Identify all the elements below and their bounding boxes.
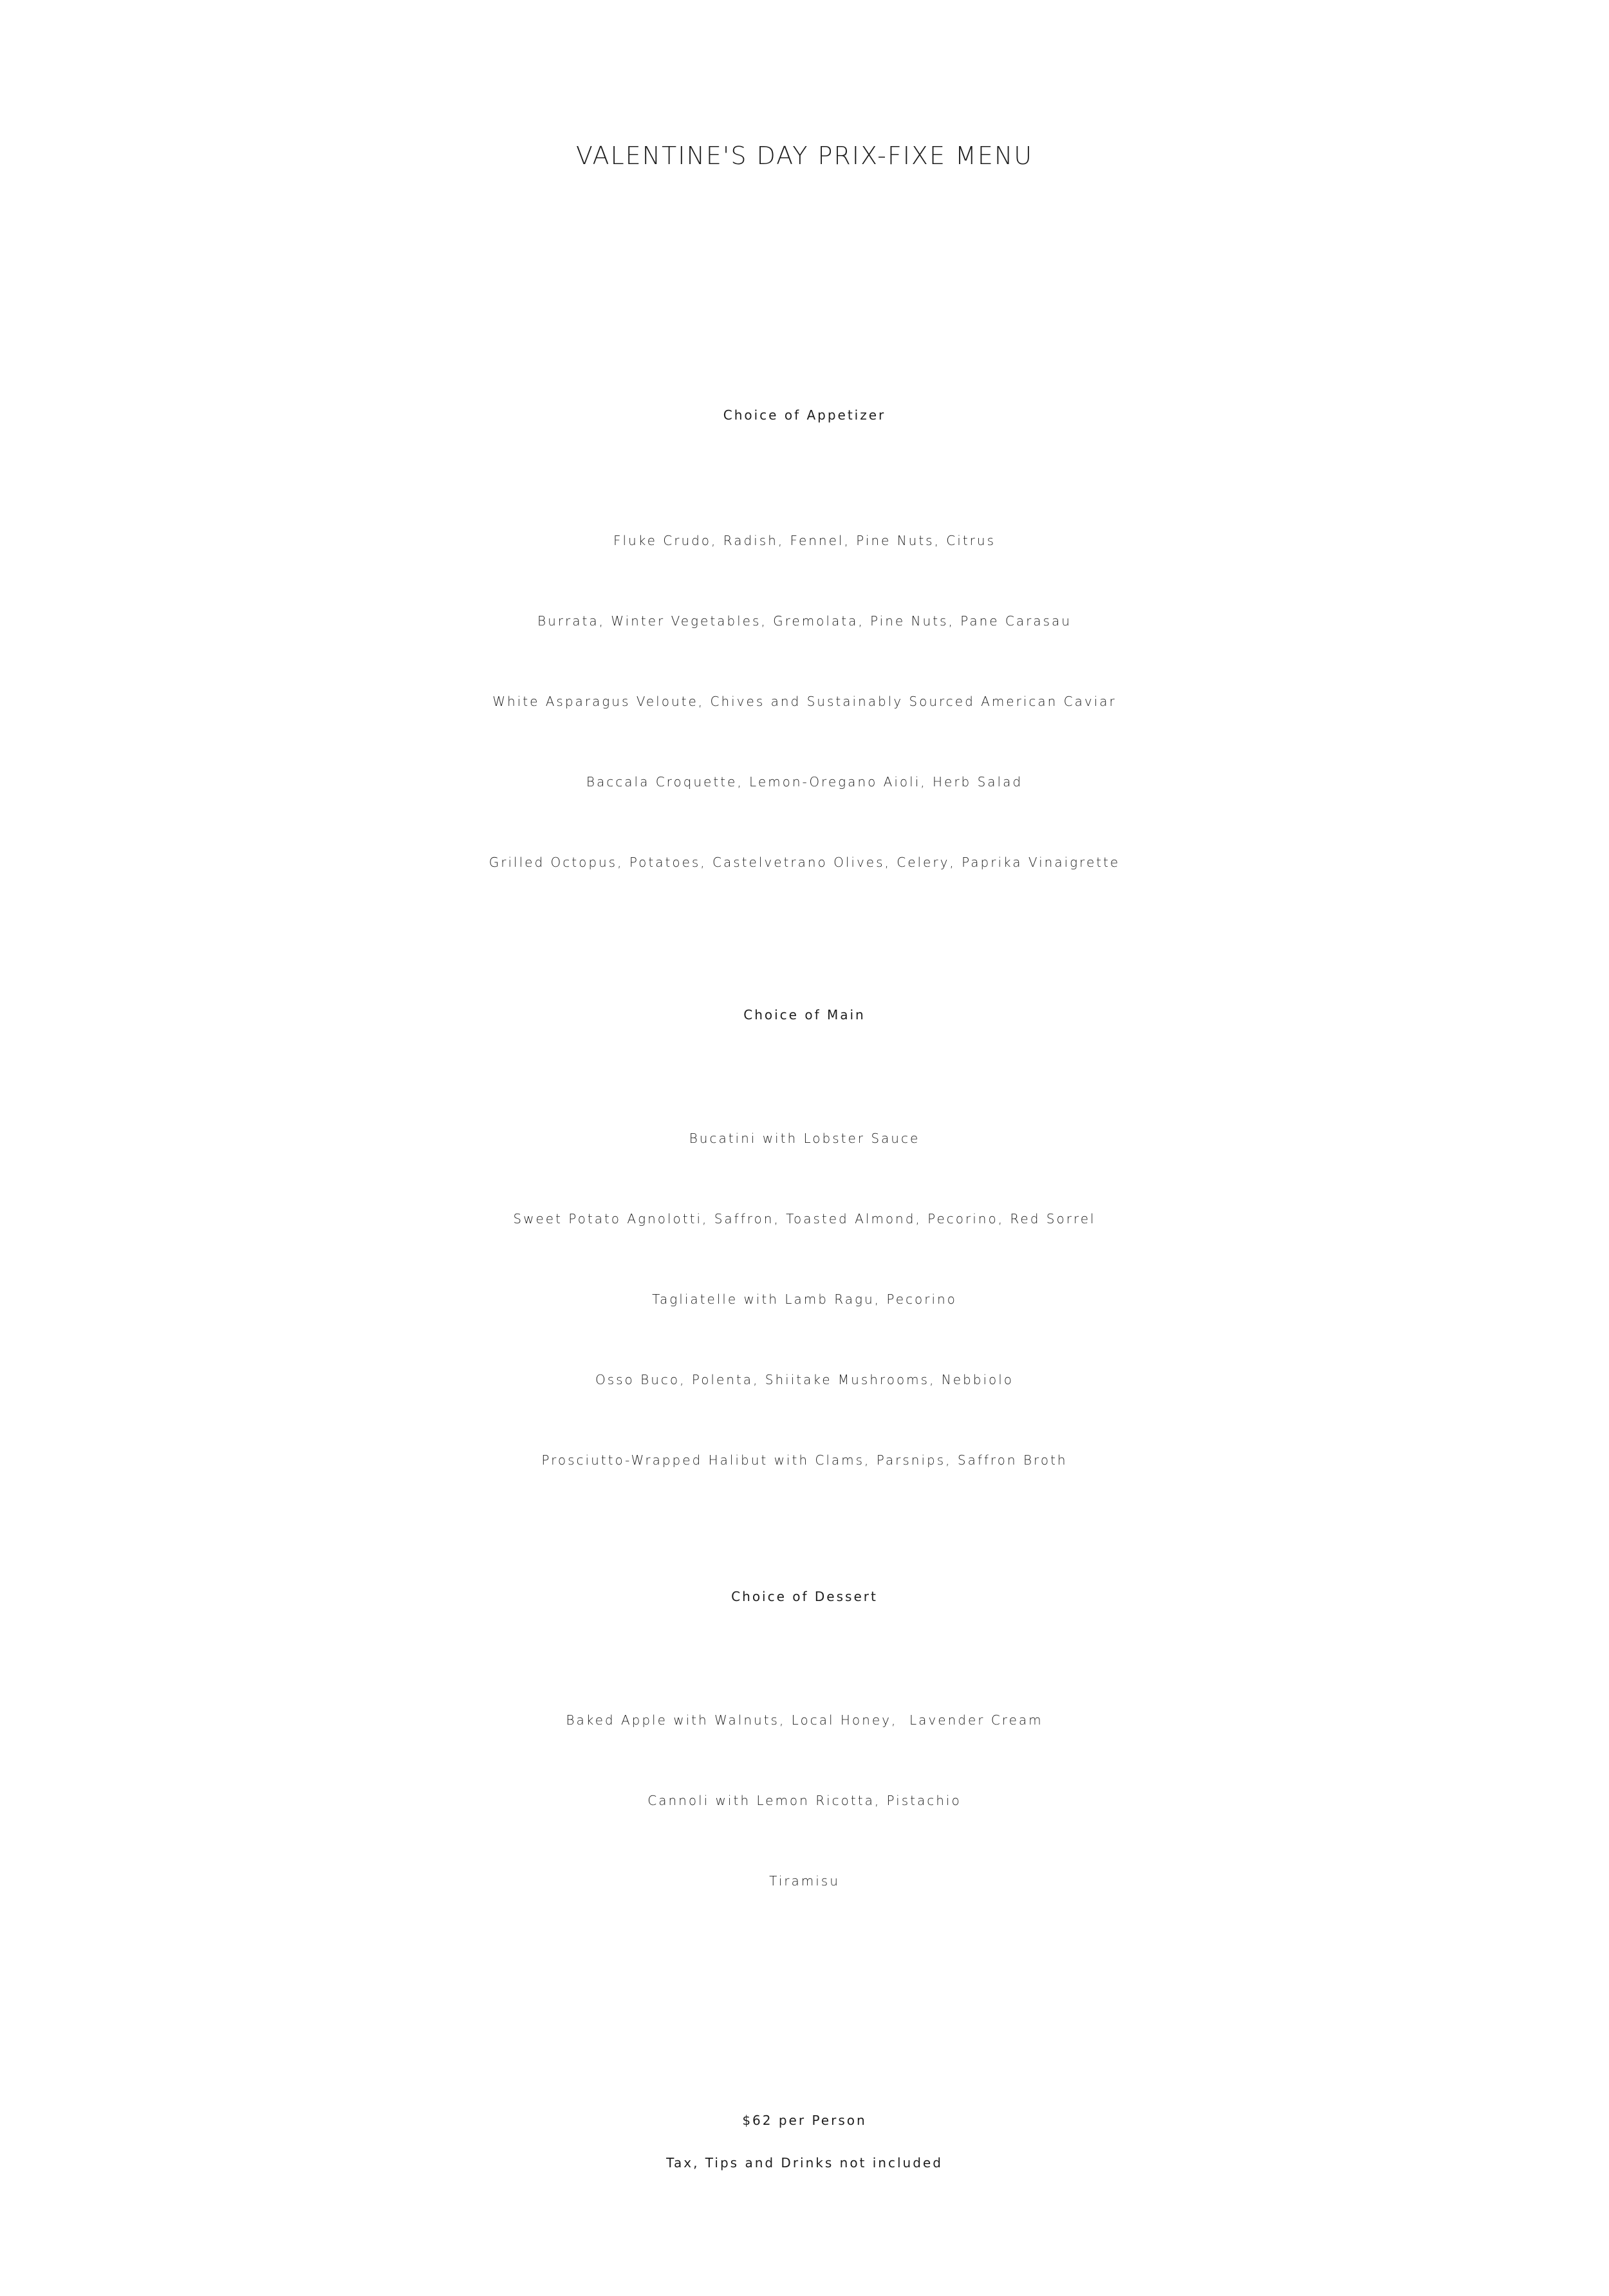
appetizer-item: Grilled Octopus, Potatoes, Castelvetrano Olives, Celery, Paprika Vinaigrette: [488, 855, 1121, 870]
main-item: Prosciutto-Wrapped Halibut with Clams, Parsnips, Saffron Broth: [541, 1452, 1068, 1468]
appetizer-item: Fluke Crudo, Radish, Fennel, Pine Nuts, Citrus: [613, 533, 996, 548]
dessert-item: Tiramisu: [769, 1873, 840, 1889]
appetizer-item: White Asparagus Veloute, Chives and Sustainably Sourced American Caviar: [492, 694, 1117, 709]
main-item: Sweet Potato Agnolotti, Saffron, Toasted Almond, Pecorino, Red Sorrel: [513, 1211, 1096, 1227]
appetizer-item: Baccala Croquette, Lemon-Oregano Aioli, Herb Salad: [586, 774, 1023, 790]
dessert-item: Baked Apple with Walnuts, Local Honey, Lavender Cream: [566, 1712, 1043, 1728]
appetizer-heading: Choice of Appetizer: [723, 407, 886, 423]
dessert-item: Cannoli with Lemon Ricotta, Pistachio: [647, 1793, 962, 1808]
price-note: Tax, Tips and Drinks not included: [666, 2155, 943, 2171]
menu-title: VALENTINE'S DAY PRIX-FIXE MENU: [575, 142, 1034, 170]
price: $62 per Person: [742, 2113, 867, 2128]
main-heading: Choice of Main: [743, 1007, 866, 1023]
main-item: Osso Buco, Polenta, Shiitake Mushrooms, Nebbiolo: [595, 1372, 1014, 1387]
appetizer-item: Burrata, Winter Vegetables, Gremolata, Pine Nuts, Pane Carasau: [537, 613, 1072, 629]
main-item: Tagliatelle with Lamb Ragu, Pecorino: [652, 1292, 957, 1307]
dessert-heading: Choice of Dessert: [731, 1589, 878, 1604]
main-item: Bucatini with Lobster Sauce: [689, 1131, 920, 1146]
